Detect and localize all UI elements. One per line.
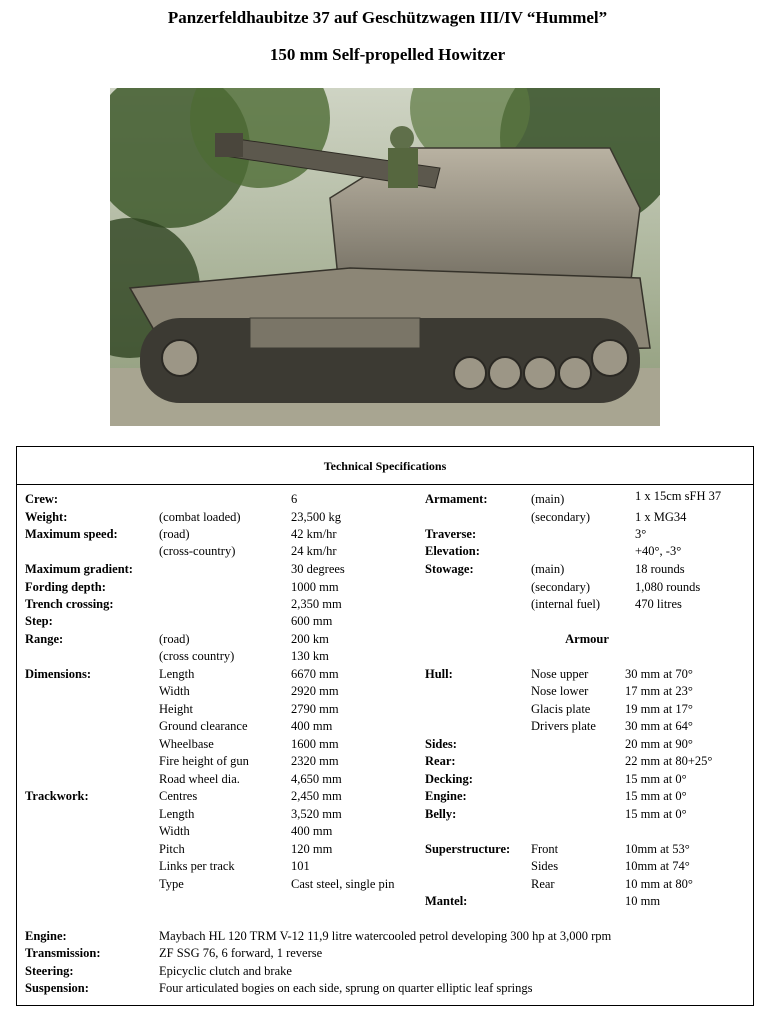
- max-speed-road-value: 42 km/hr: [291, 527, 337, 541]
- fording-value: 1000 mm: [291, 580, 339, 594]
- trackwork-value: 2,450 mm: [291, 789, 342, 803]
- armament-main-value: 1 x 15cm sFH 37: [635, 489, 722, 503]
- trackwork-key: Pitch: [159, 842, 185, 856]
- elevation-value: +40°, -3°: [635, 544, 682, 558]
- weight-label: Weight:: [25, 510, 68, 524]
- trackwork-value: Cast steel, single pin: [291, 877, 395, 891]
- max-speed-cross-value: 24 km/hr: [291, 544, 337, 558]
- vehicle-photo: [110, 88, 660, 426]
- transmission-value: ZF SSG 76, 6 forward, 1 reverse: [159, 946, 323, 960]
- trackwork-key: Width: [159, 824, 190, 838]
- stowage-label: Stowage:: [425, 562, 474, 576]
- dimension-value: 400 mm: [291, 719, 333, 733]
- armament-label: Armament:: [425, 492, 488, 506]
- trackwork-value: 400 mm: [291, 824, 333, 838]
- max-speed-cross-qualifier: (cross-country): [159, 544, 236, 558]
- stowage-key: (secondary): [531, 580, 590, 594]
- stowage-value: 1,080 rounds: [635, 580, 701, 594]
- page-title: Panzerfeldhaubitze 37 auf Geschützwagen III/IV “Hummel”: [167, 8, 608, 27]
- dimension-value: 2320 mm: [291, 754, 339, 768]
- hull-value: 19 mm at 17°: [625, 702, 693, 716]
- range-label: Range:: [25, 632, 64, 646]
- hull-key: Nose lower: [531, 684, 589, 698]
- mantel-value: 10 mm: [625, 894, 661, 908]
- weight-qualifier: (combat loaded): [159, 510, 241, 524]
- decking-value: 15 mm at 0°: [625, 772, 687, 786]
- trench-label: Trench crossing:: [25, 597, 114, 611]
- superstructure-value: 10 mm at 80°: [625, 877, 693, 891]
- hull-value: 30 mm at 70°: [625, 667, 693, 681]
- suspension-label: Suspension:: [25, 981, 89, 995]
- crew-label: Crew:: [25, 492, 59, 506]
- dimension-value: 4,650 mm: [291, 772, 342, 786]
- gradient-label: Maximum gradient:: [25, 562, 133, 576]
- engine-value: Maybach HL 120 TRM V-12 11,9 litre watercooled petrol developing 300 hp at 3,000 rpm: [159, 929, 612, 943]
- step-value: 600 mm: [291, 614, 333, 628]
- dimensions-label: Dimensions:: [25, 667, 91, 681]
- step-label: Step:: [25, 614, 53, 628]
- transmission-label: Transmission:: [25, 946, 101, 960]
- dimension-value: 2920 mm: [291, 684, 339, 698]
- engine-armour-value: 15 mm at 0°: [625, 789, 687, 803]
- belly-label: Belly:: [425, 807, 457, 821]
- range-road-qualifier: (road): [159, 632, 190, 646]
- dimension-value: 2790 mm: [291, 702, 339, 716]
- armour-heading: Armour: [565, 632, 609, 646]
- stowage-value: 470 litres: [635, 597, 682, 611]
- trackwork-key: Centres: [159, 789, 198, 803]
- dimension-key: Ground clearance: [159, 719, 248, 733]
- superstructure-label: Superstructure:: [425, 842, 511, 856]
- dimension-key: Road wheel dia.: [159, 772, 240, 786]
- superstructure-key: Rear: [531, 877, 555, 891]
- belly-value: 15 mm at 0°: [625, 807, 687, 821]
- trackwork-key: Links per track: [159, 859, 235, 873]
- trackwork-value: 101: [291, 859, 310, 873]
- weight-value: 23,500 kg: [291, 510, 341, 524]
- traverse-label: Traverse:: [425, 527, 477, 541]
- sides-label: Sides:: [425, 737, 457, 751]
- trackwork-value: 120 mm: [291, 842, 333, 856]
- engine-label: Engine:: [25, 929, 67, 943]
- dimension-value: 6670 mm: [291, 667, 339, 681]
- crew-value: 6: [291, 492, 298, 506]
- fording-label: Fording depth:: [25, 580, 106, 594]
- hull-value: 17 mm at 23°: [625, 684, 693, 698]
- engine-armour-label: Engine:: [425, 789, 467, 803]
- steering-value: Epicyclic clutch and brake: [159, 964, 292, 978]
- gradient-value: 30 degrees: [291, 562, 345, 576]
- specifications-heading: Technical Specifications: [17, 447, 753, 485]
- dimension-key: Width: [159, 684, 190, 698]
- hull-key: Nose upper: [531, 667, 589, 681]
- trackwork-label: Trackwork:: [25, 789, 89, 803]
- trackwork-key: Length: [159, 807, 195, 821]
- superstructure-value: 10mm at 74°: [625, 859, 690, 873]
- armament-secondary-value: 1 x MG34: [635, 510, 687, 524]
- armament-secondary-qualifier: (secondary): [531, 510, 590, 524]
- decking-label: Decking:: [425, 772, 473, 786]
- stowage-key: (internal fuel): [531, 597, 601, 611]
- stowage-key: (main): [531, 562, 565, 576]
- suspension-value: Four articulated bogies on each side, sprung on quarter elliptic leaf springs: [159, 981, 533, 995]
- dimension-value: 1600 mm: [291, 737, 339, 751]
- armament-main-qualifier: (main): [531, 492, 565, 506]
- dimension-key: Wheelbase: [159, 737, 214, 751]
- superstructure-value: 10mm at 53°: [625, 842, 690, 856]
- range-cross-qualifier: (cross country): [159, 649, 235, 663]
- hull-label: Hull:: [425, 667, 453, 681]
- trackwork-value: 3,520 mm: [291, 807, 342, 821]
- rear-label: Rear:: [425, 754, 456, 768]
- max-speed-road-qualifier: (road): [159, 527, 190, 541]
- specifications-table: [16, 446, 754, 1006]
- steering-label: Steering:: [25, 964, 74, 978]
- hull-key: Drivers plate: [531, 719, 596, 733]
- superstructure-key: Sides: [531, 859, 559, 873]
- range-road-value: 200 km: [291, 632, 329, 646]
- elevation-label: Elevation:: [425, 544, 480, 558]
- superstructure-key: Front: [531, 842, 559, 856]
- page-subtitle: 150 mm Self-propelled Howitzer: [269, 45, 506, 64]
- trackwork-key: Type: [159, 877, 184, 891]
- hull-key: Glacis plate: [531, 702, 591, 716]
- max-speed-label: Maximum speed:: [25, 527, 118, 541]
- mantel-label: Mantel:: [425, 894, 468, 908]
- trench-value: 2,350 mm: [291, 597, 342, 611]
- traverse-value: 3°: [635, 527, 647, 541]
- sides-value: 20 mm at 90°: [625, 737, 693, 751]
- dimension-key: Height: [159, 702, 194, 716]
- stowage-value: 18 rounds: [635, 562, 685, 576]
- hull-value: 30 mm at 64°: [625, 719, 693, 733]
- dimension-key: Length: [159, 667, 195, 681]
- dimension-key: Fire height of gun: [159, 754, 249, 768]
- range-cross-value: 130 km: [291, 649, 329, 663]
- rear-value: 22 mm at 80+25°: [625, 754, 713, 768]
